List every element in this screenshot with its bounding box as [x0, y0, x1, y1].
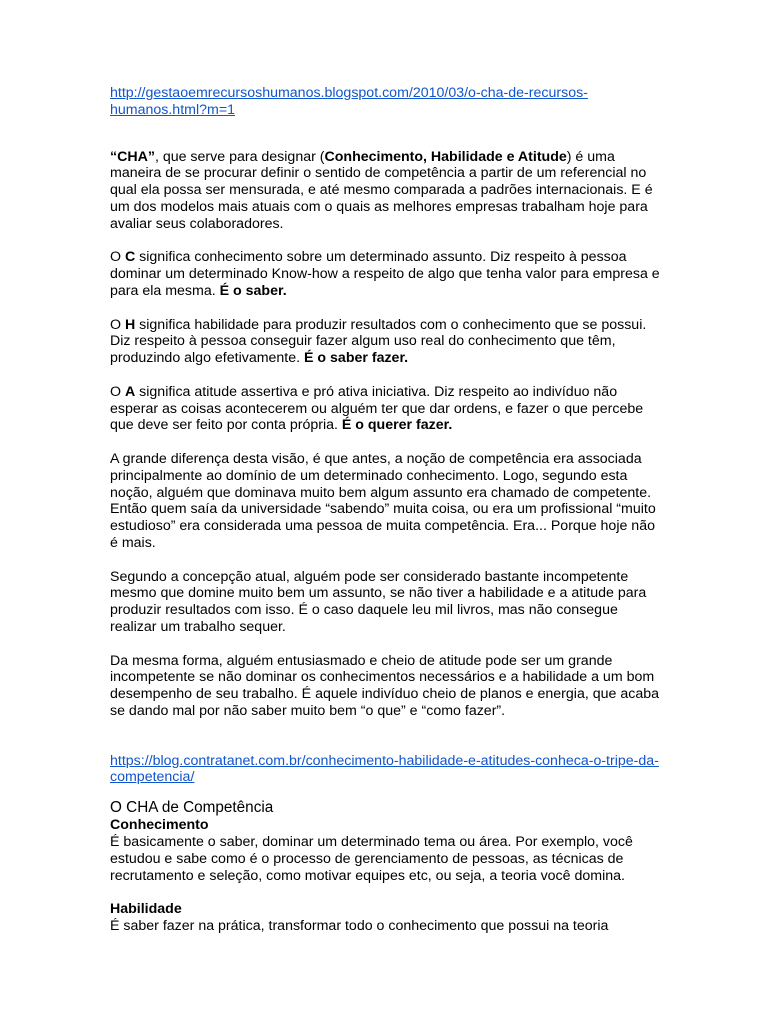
heading-conhecimento: Conhecimento — [110, 817, 209, 834]
paragraph-habilidade: É saber fazer na prática, transformar todo o conhecimento que possui na teoria — [110, 918, 609, 935]
text-run: ) é uma maneira de se procurar definir o sentido de competência a partir de um referencial no qual ela possa ser mensurada, e até mesmo comparada a padrões internacionais. E é um dos modelos mais atuais com o quais as melhores empresas trabalham hoje para avaliar seus colaboradores. — [110, 148, 653, 232]
spacer — [110, 786, 660, 799]
spacer — [110, 300, 660, 317]
paragraph-c-conhecimento — [110, 249, 660, 299]
source-link-1[interactable]: http://gestaoemrecursoshumanos.blogspot.com/2010/03/o-cha-de-recursos-humanos.html?m=1 — [110, 85, 588, 118]
cha-term: “CHA” — [110, 148, 155, 165]
summary-saber: É o saber. — [219, 282, 287, 299]
spacer — [110, 119, 660, 149]
spacer — [110, 636, 660, 653]
letter-h: H — [124, 316, 136, 333]
spacer — [110, 367, 660, 384]
paragraph-a-atitude — [110, 384, 660, 434]
paragraph-mesma-forma: Da mesma forma, alguém entusiasmado e cheio de atitude pode ser um grande incompetente se não dominar os conhecimentos necessários e a habilidade a um bom desempenho de seu trabalho. É aquele indivíduo cheio de planos e energia, que acaba se dando mal por não saber muito bem “o que” e “como fazer”. — [110, 652, 659, 719]
spacer — [110, 720, 660, 753]
paragraph-h-habilidade — [110, 317, 660, 367]
text-run: O — [110, 316, 125, 333]
heading-habilidade: Habilidade — [110, 901, 182, 918]
section-title: O CHA de Competência — [110, 799, 274, 817]
document-page — [110, 85, 660, 935]
source-link-2[interactable]: https://blog.contratanet.com.br/conhecimento-habilidade-e-atitudes-conheca-o-tripe-da-competencia/ — [110, 752, 659, 786]
text-run: , que serve para designar ( — [154, 148, 325, 165]
text-run: O — [110, 383, 125, 400]
spacer — [110, 233, 660, 250]
cha-expansion: Conhecimento, Habilidade e Atitude — [324, 148, 567, 165]
text-run: significa atitude assertiva e pró ativa iniciativa. Diz respeito ao indivíduo não esperar as coisas acontecerem ou alguém ter que dar ordens, e fazer o que percebe que deve ser feito por conta própria. — [110, 383, 644, 434]
letter-a: A — [124, 383, 136, 400]
text-run: significa conhecimento sobre um determinado assunto. Diz respeito à pessoa dominar um determinado Know-how a respeito de algo que tenha valor para empresa e para ela mesma. — [110, 249, 660, 299]
paragraph-concepcao-atual: Segundo a concepção atual, alguém pode ser considerado bastante incompetente mesmo que domine muito bem um assunto, se não tiver a habilidade e a atitude para produzir resultados com isso. É o caso daquele leu mil livros, mas não consegue realizar um trabalho sequer. — [110, 568, 647, 635]
paragraph-conhecimento: É basicamente o saber, dominar um determinado tema ou área. Por exemplo, você estudou e sabe como é o processo de gerenciamento de pessoas, as técnicas de recrutamento e seleção, como motivar equipes etc, ou seja, a teoria você domina. — [110, 834, 633, 884]
spacer — [110, 552, 660, 569]
text-run: O — [110, 249, 125, 266]
summary-querer-fazer: É o querer fazer. — [341, 417, 453, 434]
text-run: significa habilidade para produzir resultados com o conhecimento que se possui. Diz respeito à pessoa conseguir fazer algum uso real do conhecimento que têm, produzindo algo efetivamente. — [110, 316, 647, 367]
spacer — [110, 434, 660, 451]
letter-c: C — [124, 249, 136, 266]
paragraph-diferenca: A grande diferença desta visão, é que antes, a noção de competência era associada principalmente ao domínio de um determinado conhecimento. Logo, segundo esta noção, alguém que dominava muito bem algum assunto era chamado de competente. Então quem saía da universidade “sabendo” muita coisa, ou era um profissional “muito estudioso” era considerada uma pessoa de muita competência. Era... Porque hoje não é mais. — [110, 450, 656, 551]
summary-saber-fazer: É o saber fazer. — [304, 350, 409, 367]
spacer — [110, 884, 660, 901]
paragraph-cha-intro — [110, 149, 660, 233]
